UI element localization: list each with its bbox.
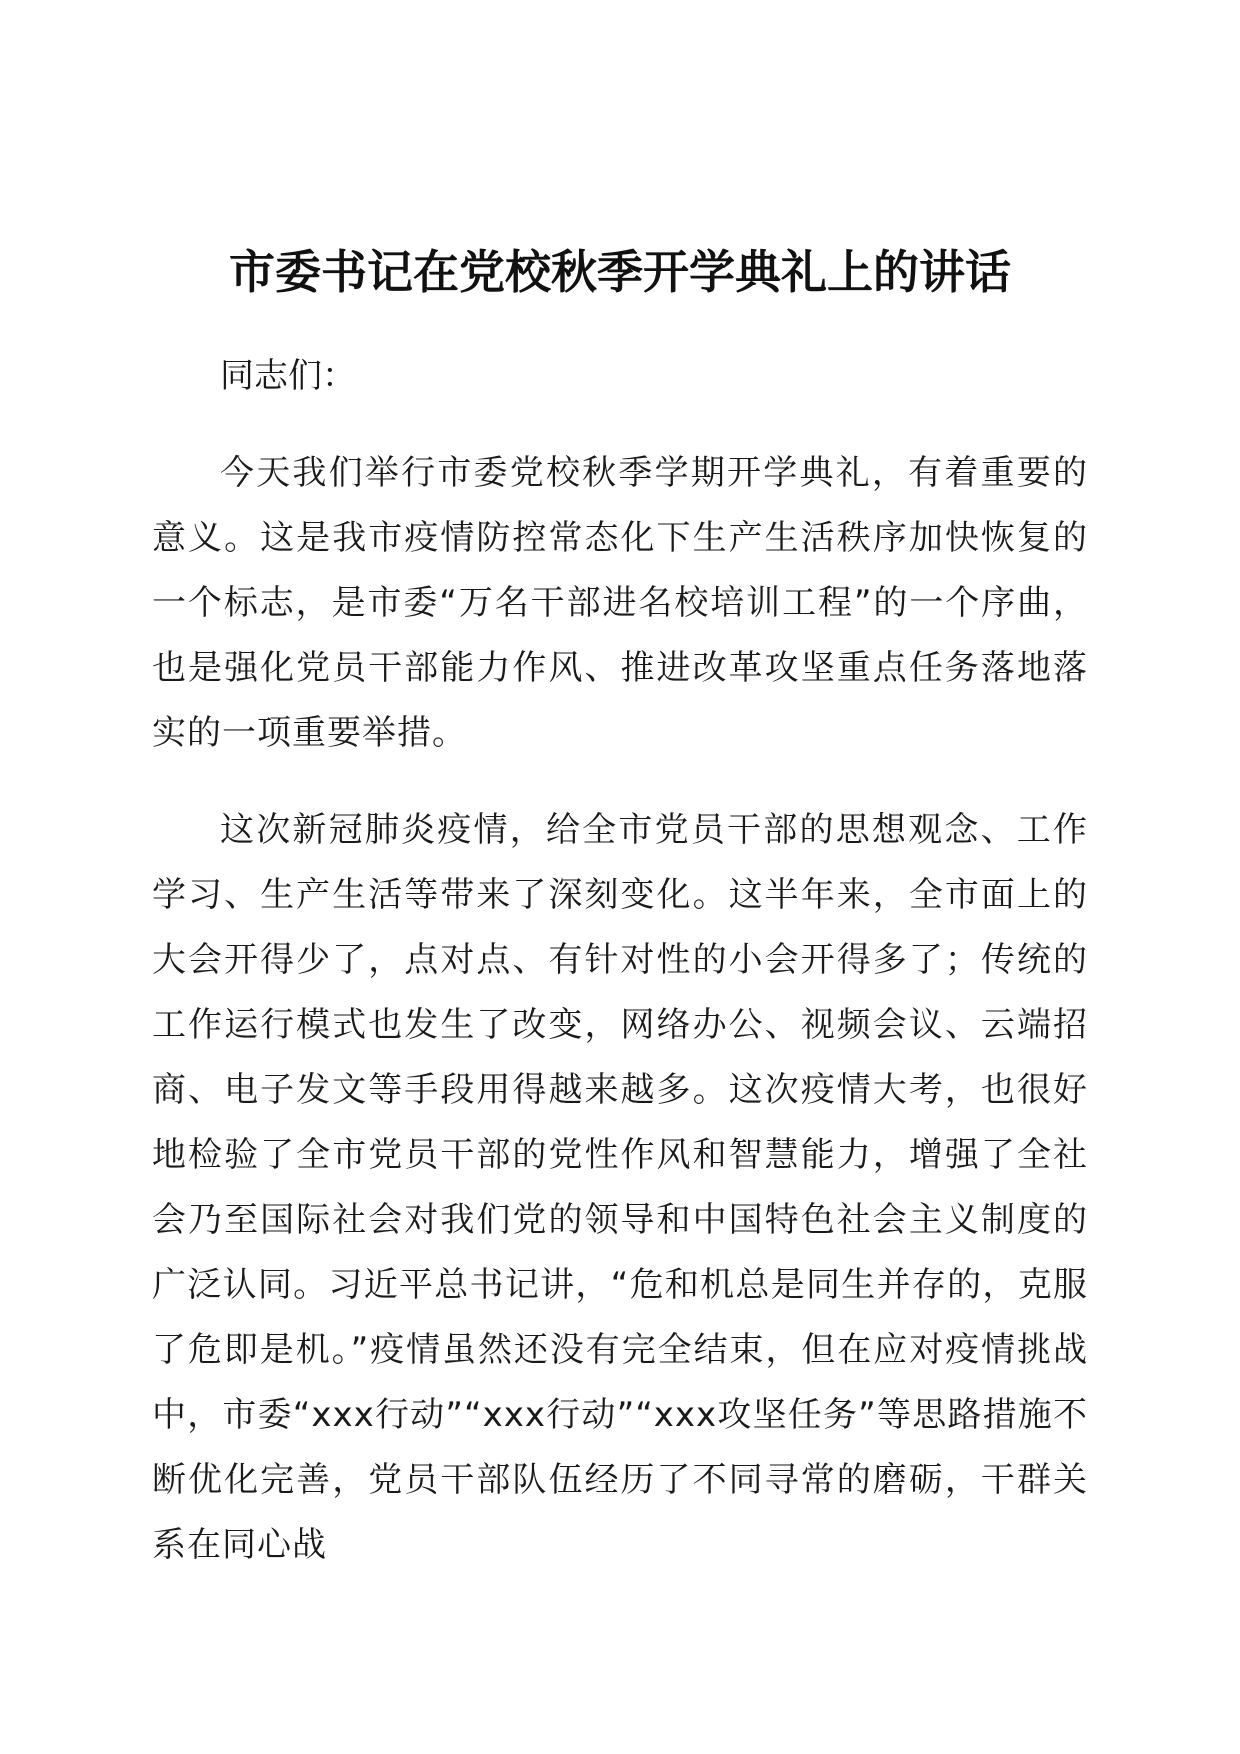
paragraph-2: 这次新冠肺炎疫情，给全市党员干部的思想观念、工作学习、生产生活等带来了深刻变化。这半年来，全市面上的大会开得少了，点对点、有针对性的小会开得多了；传统的工作运行模式也发生了改变，网络办公、视频会议、云端招商、电子发文等手段用得越来越多。这次疫情大考，也很好地检验了全市党员干部的党性作风和智慧能力，增强了全社会乃至国际社会对我们党的领导和中国特色社会主义制度的广泛认同。习近平总书记讲，“危和机总是同生并存的，克服了危即是机。”疫情虽然还没有完全结束，但在应对疫情挑战中，市委“xxx行动”“xxx行动”“xxx攻坚任务”等思路措施不断优化完善，党员干部队伍经历了不同寻常的磨砺，干群关系在同心战: [152, 810, 1088, 1565]
salutation: 同志们：: [220, 356, 356, 396]
document-body: [152, 344, 1088, 1610]
document-title: 市委书记在党校秋季开学典礼上的讲话: [229, 245, 1011, 299]
paragraph-1: 今天我们举行市委党校秋季学期开学典礼，有着重要的意义。这是我市疫情防控常态化下生产生活秩序加快恢复的一个标志，是市委“万名干部进名校培训工程”的一个序曲，也是强化党员干部能力作风、推进改革攻坚重点任务落地落实的一项重要举措。: [152, 453, 1088, 753]
